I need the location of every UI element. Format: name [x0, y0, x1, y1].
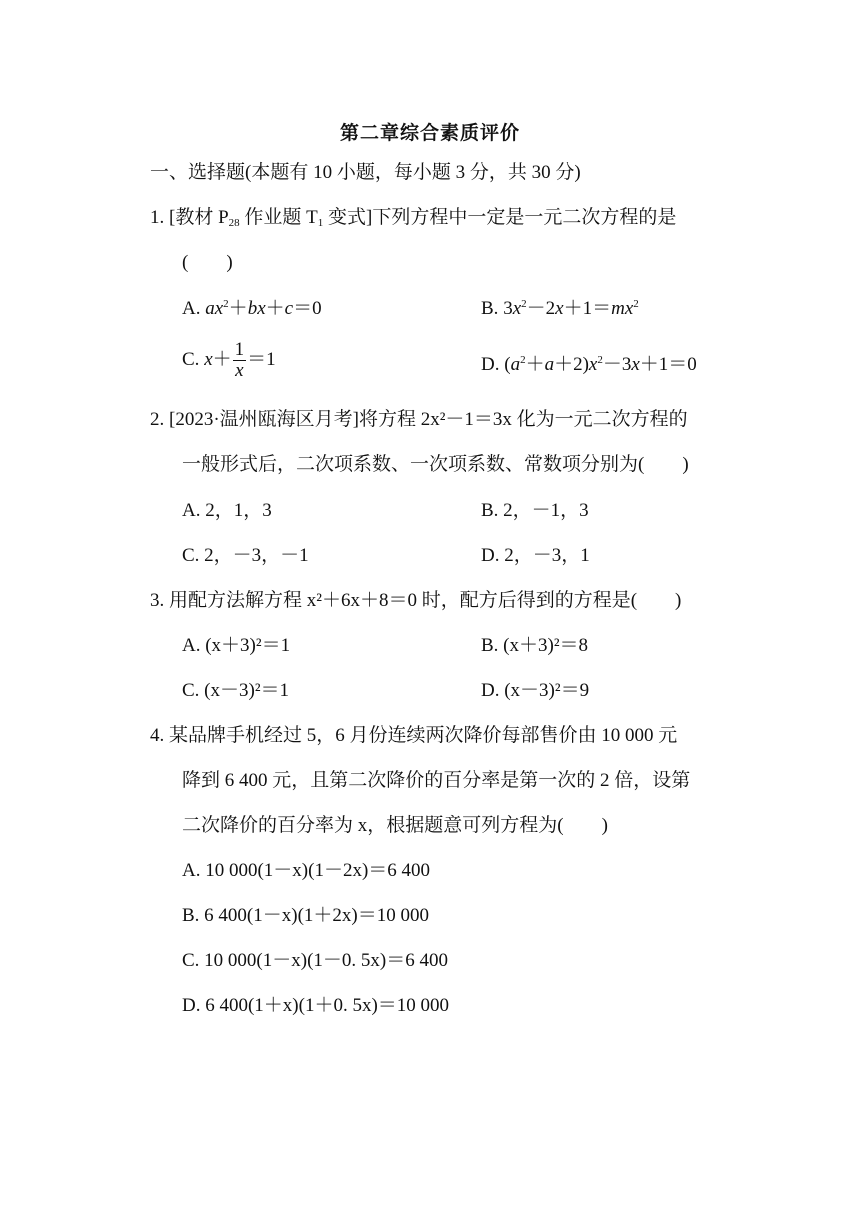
question-2-option-a: A. 2，1，3: [182, 500, 272, 521]
option-b-label: B.: [481, 298, 499, 319]
option-c-label: C.: [182, 348, 200, 370]
question-4-stem-1: 某品牌手机经过 5，6 月份连续两次降价每部售价由 10 000 元: [169, 725, 678, 746]
question-2-option-b: B. 2，－1，3: [481, 500, 589, 521]
question-3-number: 3.: [150, 590, 165, 611]
question-4-line-1: [150, 723, 677, 749]
fraction-1-over-x: $\frac{1}{x}$: [234, 339, 245, 381]
option-a-label: A.: [182, 298, 201, 319]
question-4-option-b: B. 6 400(1－x)(1＋2x)＝10 000: [182, 905, 429, 926]
question-3-option-b: B. (x＋3)²＝8: [481, 635, 589, 656]
question-3-line-1: [150, 588, 681, 614]
question-1-option-b: B. $3x^2-2x+1=mx^2$: [481, 298, 639, 319]
question-1-source-mid: 作业题 T: [239, 207, 318, 228]
question-1-source-prefix: [教材 P: [169, 207, 229, 228]
question-1-bracket: ( ): [182, 252, 233, 273]
question-2-option-c: C. 2，－3，－1: [182, 545, 309, 566]
page-title: 第二章综合素质评价: [339, 123, 520, 144]
question-2-option-d: D. 2，－3，1: [481, 545, 590, 566]
question-3-option-a: A. (x＋3)²＝1: [182, 635, 291, 656]
question-4-option-a: A. 10 000(1－x)(1－2x)＝6 400: [182, 860, 431, 881]
question-1-option-c: C. x＋ $\frac{1}{x}$ ＝1: [182, 339, 276, 381]
question-4-option-c: C. 10 000(1－x)(1－0. 5x)＝6 400: [182, 950, 448, 971]
question-1-line-1: [150, 205, 676, 231]
question-4-option-d: D. 6 400(1＋x)(1＋0. 5x)＝10 000: [182, 995, 450, 1016]
question-2-line-2: 一般形式后，二次项系数、一次项系数、常数项分别为( ): [182, 454, 689, 475]
section-heading: 一、选择题(本题有 10 小题，每小题 3 分，共 30 分): [150, 162, 581, 183]
question-1-option-d: D. $(a^2+a+2)x^2-3x+1=0$: [481, 354, 697, 375]
question-1-sub-28: 28: [228, 217, 240, 229]
question-1-number: 1.: [150, 207, 165, 228]
option-d-label: D.: [481, 354, 500, 375]
question-2-stem-1: [2023·温州瓯海区月考]将方程 2x²－1＝3x 化为一元二次方程的: [169, 409, 688, 430]
question-4-line-2: 降到 6 400 元，且第二次降价的百分率是第一次的 2 倍，设第: [182, 770, 691, 791]
question-4-number: 4.: [150, 725, 165, 746]
question-2-number: 2.: [150, 409, 165, 430]
question-1-sub-1: 1: [317, 217, 324, 229]
question-3-stem: 用配方法解方程 x²＋6x＋8＝0 时，配方后得到的方程是( ): [169, 590, 682, 611]
question-3-option-c: C. (x－3)²＝1: [182, 680, 290, 701]
question-4-line-3: 二次降价的百分率为 x，根据题意可列方程为( ): [182, 815, 608, 836]
question-1-stem: 变式]下列方程中一定是一元二次方程的是: [323, 207, 677, 228]
question-1-option-a: A. $ax^2+bx+c=0$: [182, 298, 322, 319]
question-2-line-1: [150, 407, 688, 433]
question-3-option-d: D. (x－3)²＝9: [481, 680, 590, 701]
